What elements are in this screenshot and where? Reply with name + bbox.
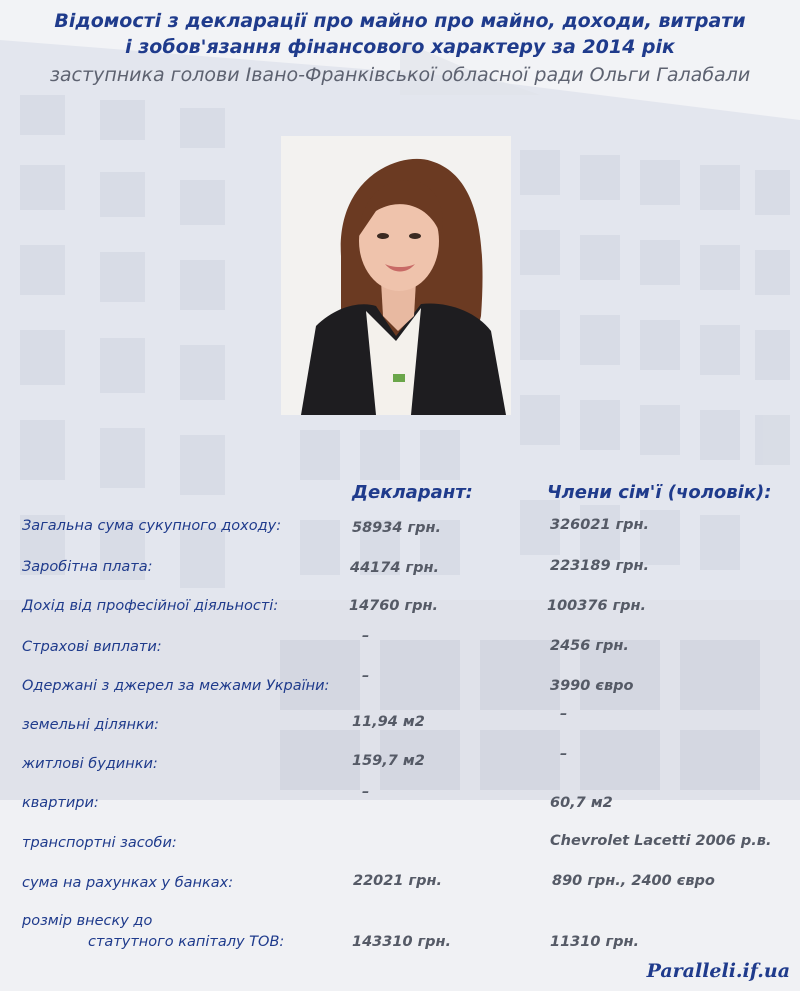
column-header-declarant: Декларант: <box>352 482 473 503</box>
row-declarant-houses: 159,7 м2 <box>352 753 425 769</box>
row-declarant-bank-accounts: 22021 грн. <box>353 873 442 889</box>
column-header-family: Члени сім'ї (чоловік): <box>547 482 772 503</box>
row-declarant-land-plots: 11,94 м2 <box>352 714 425 730</box>
title-line-1: Відомості з декларації про майно про майно, доходи, витрати <box>54 10 746 32</box>
portrait-photo <box>281 136 511 415</box>
title-line-2: і зобов'язання фінансового характеру за 2014 рік <box>125 36 675 58</box>
row-label-vehicles: транспортні засоби: <box>22 835 177 851</box>
row-label-professional-income: Дохід від професійної діяльності: <box>22 598 279 614</box>
row-declarant-capital-contribution: 143310 грн. <box>352 934 452 950</box>
row-family-land-plots: – <box>560 706 568 722</box>
row-family-total-income: 326021 грн. <box>550 517 650 533</box>
row-label-total-income: Загальна сума сукупного доходу: <box>22 518 282 534</box>
row-declarant-apartments: – <box>362 784 370 800</box>
row-label-foreign-income: Одержані з джерел за межами України: <box>22 678 330 694</box>
row-label-salary: Заробітна плата: <box>22 559 153 575</box>
row-label-insurance: Страхові виплати: <box>22 639 162 655</box>
row-label-houses: житлові будинки: <box>22 756 158 772</box>
row-declarant-insurance: – <box>362 628 370 644</box>
row-declarant-salary: 44174 грн. <box>350 560 439 576</box>
row-family-capital-contribution: 11310 грн. <box>550 934 639 950</box>
row-label-capital-contribution-line1: розмір внеску до <box>22 913 153 929</box>
row-label-bank-accounts: сума на рахунках у банках: <box>22 875 234 891</box>
row-family-houses: – <box>560 746 568 762</box>
row-label-land-plots: земельні ділянки: <box>22 717 160 733</box>
row-declarant-professional-income: 14760 грн. <box>349 598 438 614</box>
row-label-apartments: квартири: <box>22 795 99 811</box>
row-label-capital-contribution-line2: статутного капіталу ТОВ: <box>88 934 285 950</box>
site-brand-logo: Paralleli.if.ua <box>646 960 790 982</box>
subtitle: заступника голови Івано-Франківської обласної ради Ольги Галабали <box>49 64 751 86</box>
row-family-salary: 223189 грн. <box>550 558 650 574</box>
row-declarant-total-income: 58934 грн. <box>352 520 441 536</box>
row-family-vehicles: Chevrolet Lacetti 2006 р.в. <box>550 833 772 849</box>
row-family-professional-income: 100376 грн. <box>547 598 647 614</box>
row-declarant-foreign-income: – <box>362 668 370 684</box>
row-family-apartments: 60,7 м2 <box>550 795 613 811</box>
row-family-foreign-income: 3990 євро <box>550 678 634 694</box>
row-family-bank-accounts: 890 грн., 2400 євро <box>552 873 715 889</box>
row-family-insurance: 2456 грн. <box>550 638 629 654</box>
